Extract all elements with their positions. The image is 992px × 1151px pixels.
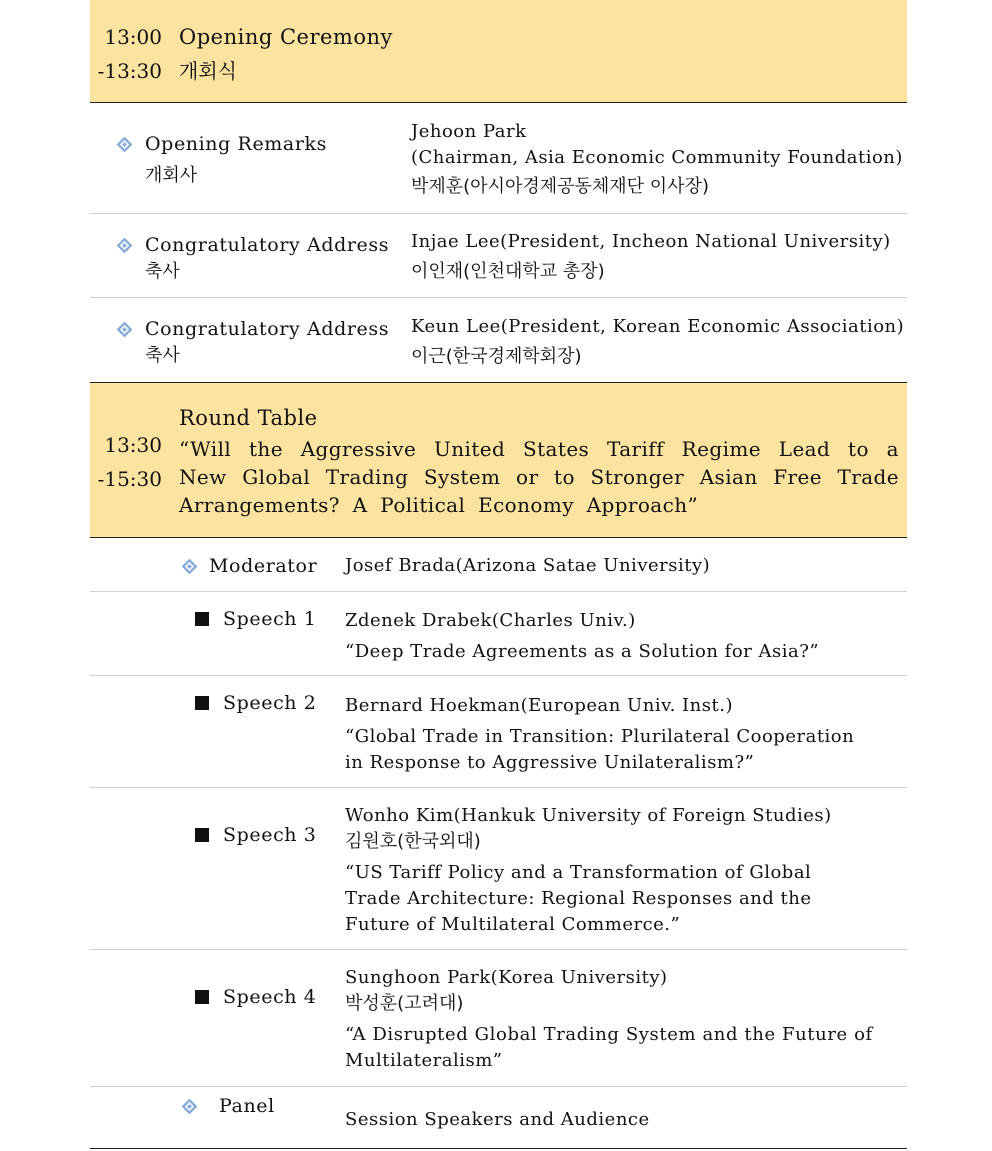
square-bullet-icon (195, 612, 209, 626)
opening-time-start: 13:00 (104, 25, 162, 49)
congratulatory-label-ko: 축사 (145, 345, 180, 366)
opening-ceremony-header (90, 0, 907, 103)
opening-title-en: Opening Ceremony (179, 25, 393, 49)
panel-label: Panel (219, 1095, 275, 1117)
congratulatory-label: Congratulatory Address (145, 234, 390, 256)
opening-remarks-speaker: Jehoon Park (411, 121, 527, 142)
speech-3-title-line-2: Trade Architecture: Regional Responses and the (345, 888, 812, 909)
speech-3-title-line-1: “US Tariff Policy and a Transformation of Global (345, 862, 812, 883)
speech-3-label: Speech 3 (223, 824, 317, 846)
diamond-bullet-icon (182, 559, 198, 575)
congratulatory-speaker: Injae Lee(President, Incheon National University) (411, 231, 891, 252)
moderator-row (90, 538, 907, 592)
round-table-header (90, 383, 907, 538)
speech-4-label: Speech 4 (223, 986, 317, 1008)
diamond-bullet-icon (117, 322, 133, 338)
moderator-name: Josef Brada(Arizona Satae University) (345, 555, 711, 576)
speech-4-speaker: Sunghoon Park(Korea University) (345, 967, 668, 988)
moderator-label: Moderator (209, 555, 318, 577)
speech-1-label: Speech 1 (223, 608, 317, 630)
congratulatory-label-ko: 축사 (145, 261, 180, 282)
speech-2-label: Speech 2 (223, 692, 317, 714)
speech-4-title-line-2: Multilateralism” (345, 1050, 503, 1071)
speech-2-title-line-2: in Response to Aggressive Unilateralism?” (345, 752, 755, 773)
speech-3-speaker: Wonho Kim(Hankuk University of Foreign Studies) (345, 805, 832, 826)
speech-3-title-line-3: Future of Multilateral Commerce.” (345, 914, 681, 935)
speech-2-title-line-1: “Global Trade in Transition: Plurilateral Cooperation (345, 726, 855, 747)
speech-4-speaker-ko: 박성훈(고려대) (345, 993, 464, 1014)
opening-time-end: -13:30 (97, 59, 162, 83)
congratulatory-speaker: Keun Lee(President, Korean Economic Association) (411, 316, 905, 337)
congratulatory-address-row-1 (90, 214, 907, 298)
speech-1-title: “Deep Trade Agreements as a Solution for Asia?” (345, 641, 820, 662)
program-table (90, 0, 907, 1149)
roundtable-time-end: -15:30 (97, 467, 162, 491)
roundtable-subtitle: “Will the Aggressive United States Tariff Regime Lead to a New Global Trading System or to Stronger Asian Free Trade Arrangements? A Political Economy Approach” (179, 437, 899, 517)
speech-3-row (90, 788, 907, 950)
diamond-bullet-icon (182, 1099, 198, 1115)
speech-4-title-line-1: “A Disrupted Global Trading System and the Future of (345, 1024, 873, 1045)
speech-1-row (90, 592, 907, 676)
opening-remarks-label-ko: 개회사 (145, 165, 198, 186)
congratulatory-speaker-ko: 이근(한국경제학회장) (411, 346, 582, 367)
square-bullet-icon (195, 990, 209, 1004)
roundtable-title: Round Table (179, 406, 318, 430)
diamond-bullet-icon (117, 137, 133, 153)
speech-4-row (90, 950, 907, 1087)
opening-remarks-speaker-ko: 박제훈(아시아경제공동체재단 이사장) (411, 176, 709, 197)
opening-remarks-affiliation: (Chairman, Asia Economic Community Foundation) (411, 147, 903, 168)
speech-3-speaker-ko: 김원호(한국외대) (345, 831, 481, 852)
speech-2-speaker: Bernard Hoekman(European Univ. Inst.) (345, 695, 733, 716)
congratulatory-address-row-2 (90, 298, 907, 383)
square-bullet-icon (195, 828, 209, 842)
speech-1-speaker: Zdenek Drabek(Charles Univ.) (345, 610, 636, 631)
opening-title-ko: 개회식 (179, 59, 237, 83)
speech-2-row (90, 676, 907, 788)
opening-remarks-row (90, 103, 907, 214)
opening-remarks-label: Opening Remarks (145, 133, 327, 155)
square-bullet-icon (195, 696, 209, 710)
roundtable-time-start: 13:30 (104, 433, 162, 457)
panel-row (90, 1087, 907, 1149)
panel-value: Session Speakers and Audience (345, 1109, 650, 1130)
diamond-bullet-icon (117, 238, 133, 254)
congratulatory-label: Congratulatory Address (145, 318, 390, 340)
congratulatory-speaker-ko: 이인재(인천대학교 총장) (411, 261, 605, 282)
